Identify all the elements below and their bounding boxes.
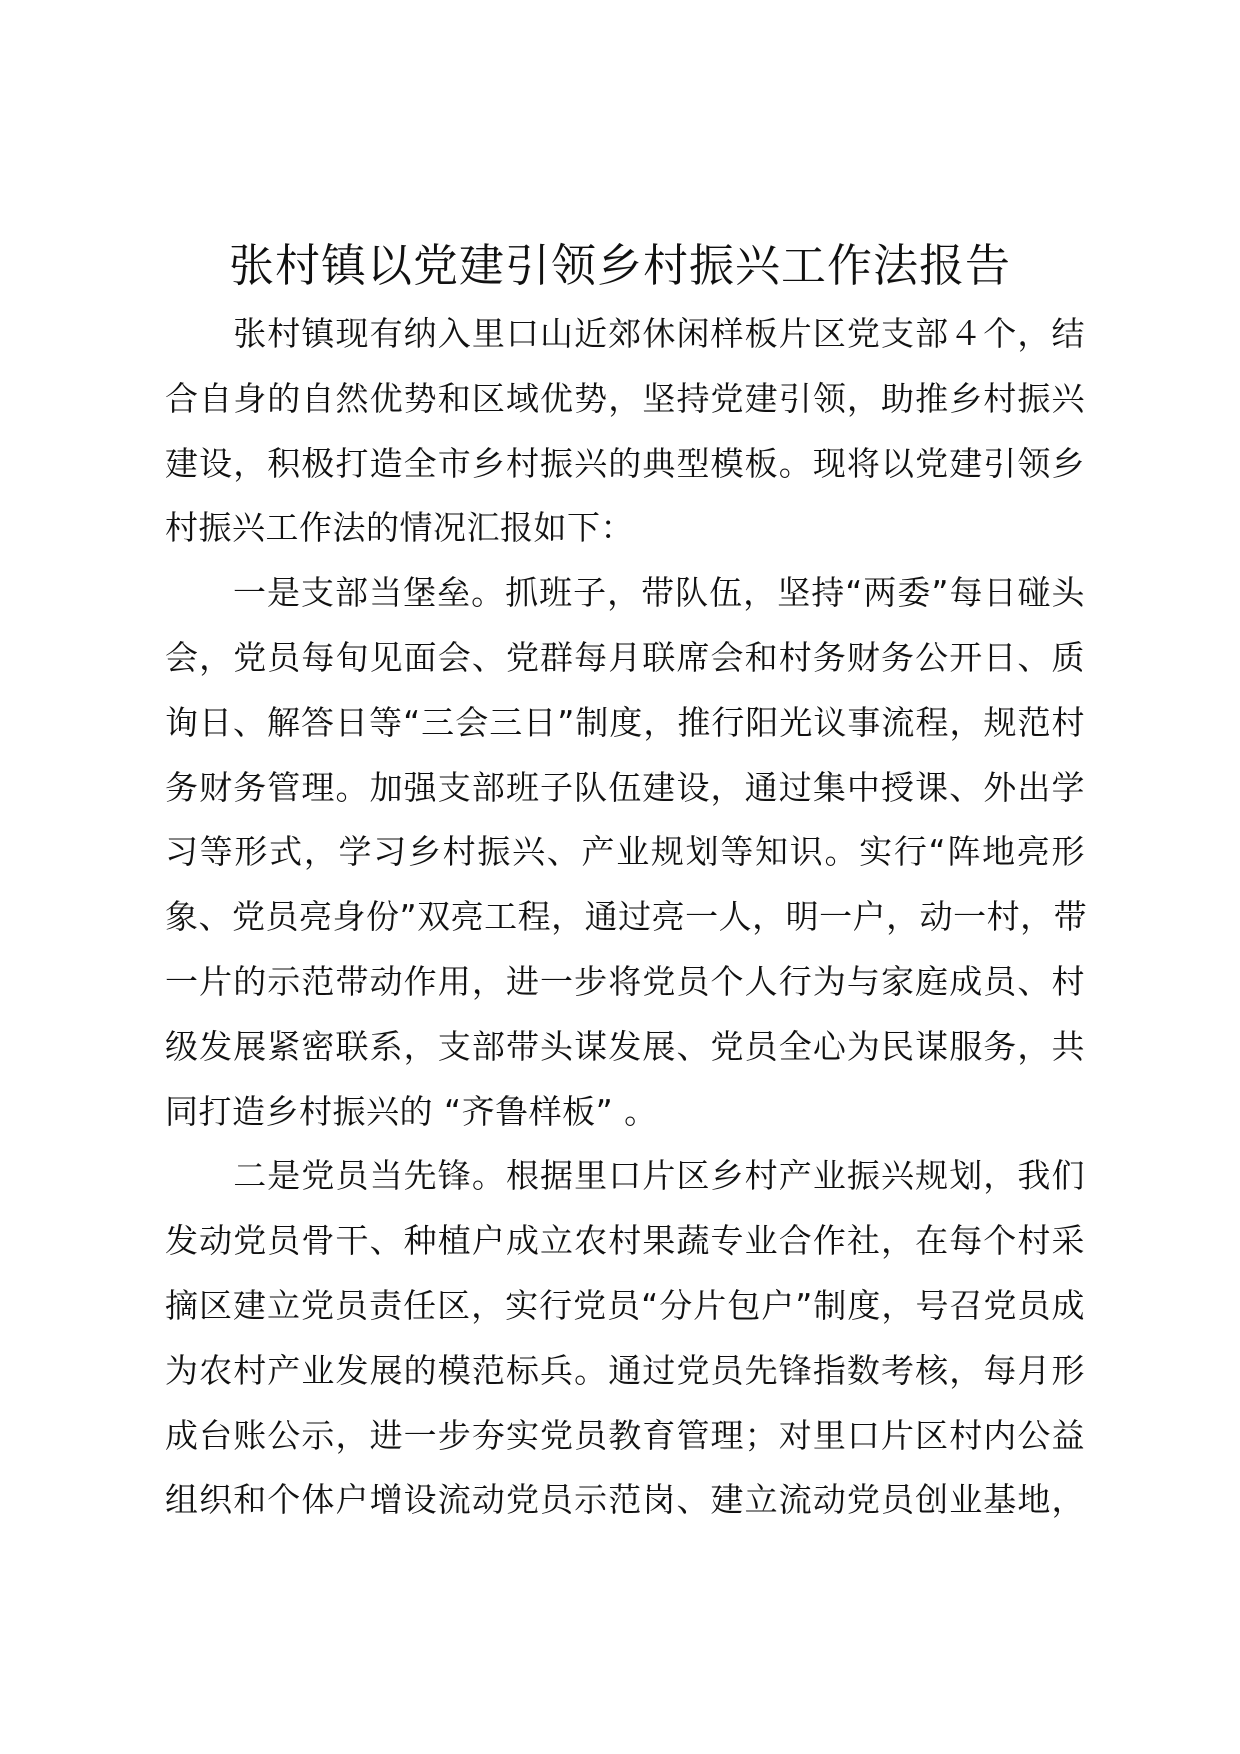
text-line: 务财务管理。加强支部班子队伍建设，通过集中授课、外出学 — [165, 767, 1085, 807]
text-line: 象、党员亮身份”双亮工程，通过亮一人，明一户，动一村，带 — [165, 897, 1088, 937]
text-line: 习等形式，学习乡村振兴、产业规划等知识。实行“阵地亮形 — [165, 832, 1085, 872]
paragraph-party-vanguard — [165, 1144, 1085, 1533]
text-line: 同打造乡村振兴的 “齐鲁样板” 。 — [165, 1091, 658, 1131]
text-line: 一是支部当堡垒。抓班子，带队伍，坚持“两委”每日碰头 — [165, 573, 1085, 613]
text-line: 建设，积极打造全市乡村振兴的典型模板。现将以党建引领乡 — [165, 443, 1085, 483]
paragraph-intro — [165, 302, 1085, 561]
text-line: 一片的示范带动作用，进一步将党员个人行为与家庭成员、村 — [165, 961, 1085, 1001]
text-line: 发动党员骨干、种植户成立农村果蔬专业合作社，在每个村采 — [165, 1221, 1085, 1261]
text-line: 级发展紧密联系，支部带头谋发展、党员全心为民谋服务，共 — [165, 1026, 1085, 1066]
paragraph-branch-fortress — [165, 561, 1088, 1144]
text-line: 合自身的自然优势和区域优势，坚持党建引领，助推乡村振兴 — [165, 378, 1085, 418]
text-line: 张村镇现有纳入里口山近郊休闲样板片区党支部４个，结 — [165, 314, 1085, 353]
text-line: 询日、解答日等“三会三日”制度，推行阳光议事流程，规范村 — [165, 702, 1085, 742]
text-line: 为农村产业发展的模范标兵。通过党员先锋指数考核，每月形 — [165, 1350, 1085, 1390]
text-line: 成台账公示，进一步夯实党员教育管理；对里口片区村内公益 — [165, 1415, 1085, 1455]
text-line: 村振兴工作法的情况汇报如下： — [165, 508, 634, 548]
text-line: 组织和个体户增设流动党员示范岗、建立流动党员创业基地， — [165, 1480, 1085, 1520]
text-line: 二是党员当先锋。根据里口片区乡村产业振兴规划，我们 — [165, 1156, 1085, 1196]
text-line: 摘区建立党员责任区，实行党员“分片包户”制度，号召党员成 — [165, 1285, 1085, 1325]
document-title: 张村镇以党建引领乡村振兴工作法报告 — [228, 239, 1011, 292]
document-body — [165, 302, 1088, 1533]
text-line: 会，党员每旬见面会、党群每月联席会和村务财务公开日、质 — [165, 637, 1085, 677]
